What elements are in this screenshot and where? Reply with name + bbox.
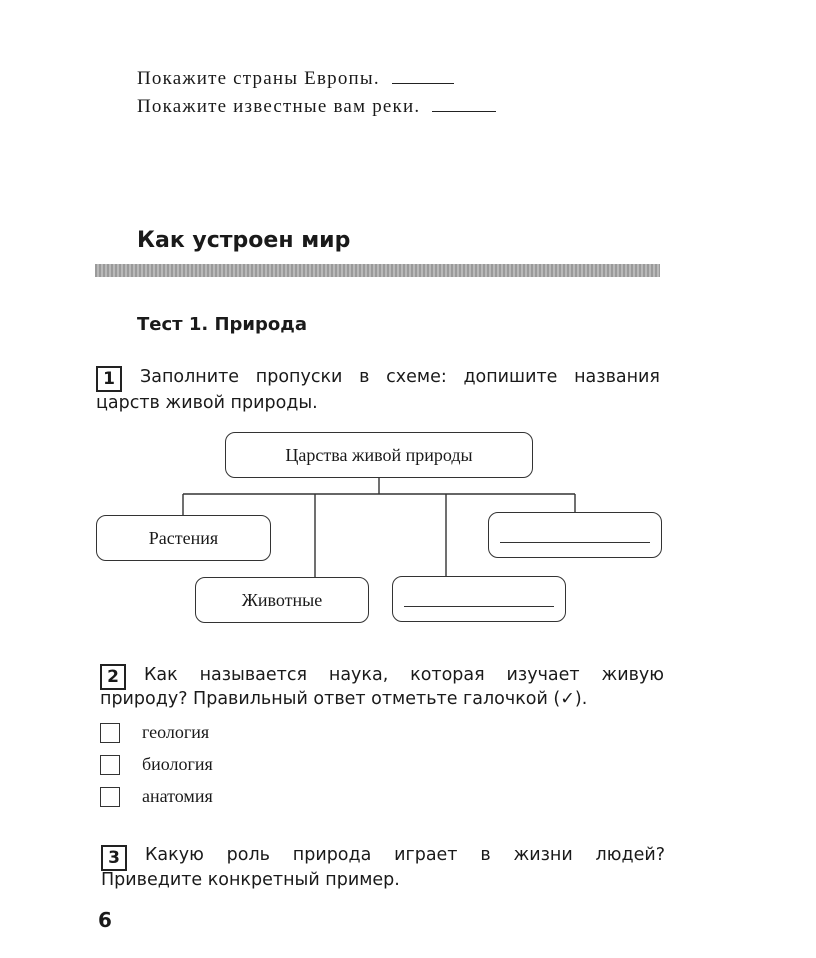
question-2-text (144, 662, 664, 688)
option-biology[interactable] (100, 754, 213, 775)
diagram-box-blank-3[interactable] (392, 576, 566, 622)
test-title: Тест 1. Природа (137, 314, 307, 335)
diagram-root-box (225, 432, 533, 478)
checkbox-geology[interactable] (100, 723, 120, 743)
diagram-box-animals (195, 577, 369, 623)
option-label-geology: геология (142, 722, 210, 742)
option-label-biology: биология (142, 754, 213, 774)
diagram-box-blank-4[interactable] (488, 512, 662, 558)
diagram-box-plants (96, 515, 271, 561)
word: живую (601, 665, 664, 685)
question-number-2: 2 (100, 664, 126, 690)
word: Как (144, 665, 178, 685)
intro-line-europe-text: Покажите страны Европы. (137, 68, 380, 89)
page-number: 6 (98, 908, 112, 932)
word: людей? (595, 845, 665, 865)
question-3-line1 (145, 842, 665, 868)
word: названия (574, 367, 660, 387)
word: природа (292, 845, 372, 865)
word: жизни (513, 845, 573, 865)
word: допишите (463, 367, 558, 387)
word: схеме: (386, 367, 447, 387)
word: в (359, 367, 370, 387)
word: Какую (145, 845, 204, 865)
diagram-label-plants: Растения (148, 527, 219, 548)
question-3-text (145, 842, 665, 868)
checkbox-biology[interactable] (100, 755, 120, 775)
word: которая (410, 665, 485, 685)
diagram-fill-line[interactable] (404, 606, 554, 607)
word: изучает (506, 665, 580, 685)
question-1-line2: царств живой природы. (96, 393, 318, 413)
section-title: Как устроен мир (137, 228, 351, 253)
word: в (480, 845, 491, 865)
option-label-anatomy: анатомия (142, 786, 213, 806)
word: пропуски (255, 367, 343, 387)
diagram-fill-line[interactable] (500, 542, 650, 543)
word: Заполните (140, 367, 240, 387)
option-anatomy[interactable] (100, 786, 213, 807)
diagram-root-label: Царства живой природы (285, 444, 473, 465)
question-number-1: 1 (96, 366, 122, 392)
question-2-line2: природу? Правильный ответ отметьте галочкой (✓). (100, 689, 588, 709)
question-number-3: 3 (101, 845, 127, 871)
diagram-label-animals: Животные (241, 589, 323, 610)
option-geology[interactable] (100, 722, 209, 743)
question-2-line1 (144, 662, 664, 688)
question-3-line2: Приведите конкретный пример. (101, 870, 400, 890)
intro-line-rivers-text: Покажите известные вам реки. (137, 96, 421, 117)
checkbox-anatomy[interactable] (100, 787, 120, 807)
word: играет (394, 845, 458, 865)
word: роль (226, 845, 270, 865)
word: наука, (328, 665, 389, 685)
word: называется (199, 665, 308, 685)
